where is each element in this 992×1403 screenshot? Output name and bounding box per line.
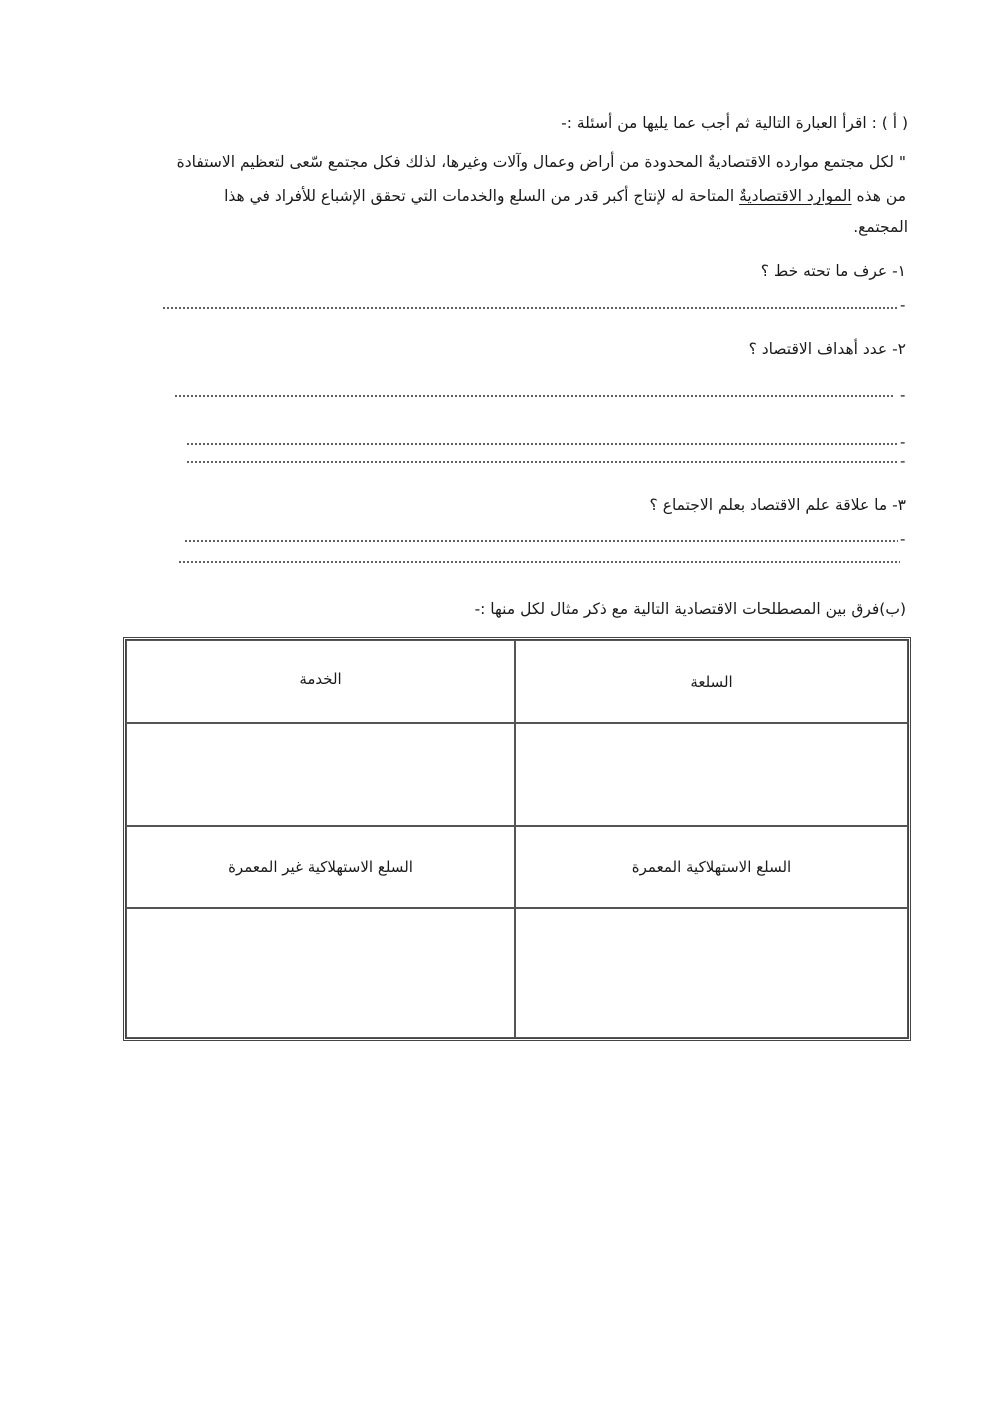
underlined-term: الموارد الاقتصاديةٌ	[739, 187, 852, 205]
answer-dash-2c: -	[900, 452, 906, 470]
passage-line-3: المجتمع.	[853, 218, 908, 236]
table-answer-goods[interactable]	[515, 723, 908, 826]
table-answer-nondurable-goods[interactable]	[126, 908, 515, 1038]
table-header-nondurable-goods: السلع الاستهلاكية غير المعمرة	[126, 826, 515, 908]
answer-line-1[interactable]	[162, 307, 898, 309]
question-2: ٢- عدد أهداف الاقتصاد ؟	[748, 340, 906, 358]
passage-line-2-start: من هذه	[851, 187, 906, 205]
comparison-table	[123, 637, 911, 1041]
answer-dash-3a: -	[900, 530, 906, 548]
question-3: ٣- ما علاقة علم الاقتصاد بعلم الاجتماع ؟	[649, 496, 906, 514]
table-answer-durable-goods[interactable]	[515, 908, 908, 1038]
table-header-durable-goods: السلع الاستهلاكية المعمرة	[515, 826, 908, 908]
answer-dash-2a: -	[900, 386, 906, 404]
answer-line-2c[interactable]	[186, 461, 898, 463]
answer-line-2a[interactable]	[174, 395, 894, 397]
passage-line-2-end: المتاحة له لإنتاج أكبر قدر من السلع والخدمات التي تحقق الإشباع للأفراد في هذا	[224, 187, 740, 205]
table-header-goods: السلعة	[515, 640, 908, 723]
passage-line-2	[224, 185, 906, 207]
table-answer-service[interactable]	[126, 723, 515, 826]
table-header-service: الخدمة	[126, 640, 515, 723]
question-1: ١- عرف ما تحته خط ؟	[760, 262, 906, 280]
passage-line-1: " لكل مجتمع موارده الاقتصاديةٌ المحدودة من أراض وعمال وآلات وغيرها، لذلك فكل مجتمع سّعى لتعظيم الاستفادة	[176, 153, 906, 171]
answer-dash-2b: -	[900, 433, 906, 451]
section-b-heading: (ب)فرق بين المصطلحات الاقتصادية التالية مع ذكر مثال لكل منها :-	[474, 600, 906, 618]
answer-line-3b[interactable]	[178, 561, 900, 563]
answer-line-3a[interactable]	[184, 540, 898, 542]
answer-dash-1: -	[900, 296, 906, 314]
answer-line-2b[interactable]	[186, 443, 898, 445]
section-a-heading: ( أ ) : اقرأ العبارة التالية ثم أجب عما يليها من أسئلة :-	[561, 114, 908, 132]
